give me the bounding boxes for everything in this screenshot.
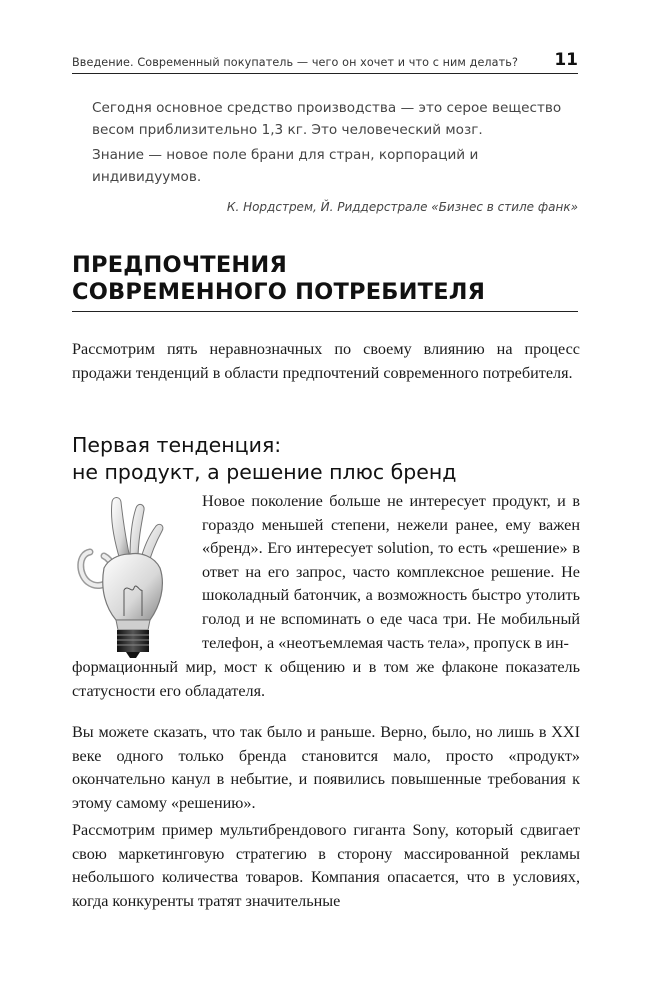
- page-number: 11: [554, 50, 578, 70]
- running-head-text: Введение. Современный покупатель — чего он хочет и что с ним делать?: [72, 56, 518, 69]
- paragraph-1-wrapped: Новое поколение больше не интересует продукт, и в гораздо меньшей степени, нежели ранее, ему важен «бренд». Его интересует solution, то есть «решение» в ответ на его запрос, часто комплексное решение. Не шоколадный батончик, а возможность быстро утолить голод и не вспоминать о еде часа три. Не мобильный телефон, а «неотъемлемая часть тела», пропуск в ин-: [202, 492, 580, 652]
- section-title-line-2: СОВРЕМЕННОГО ПОТРЕБИТЕЛЯ: [72, 279, 486, 305]
- paragraph-3: Рассмотрим пример мультибрендового гиганта Sony, который сдвигает свою маркетинговую стратегию в сторону массированной рекламы небольшого количества товаров. Компания опасается, что в условиях, когда конкуренты тратят значительные: [72, 821, 580, 910]
- section-title-line-1: ПРЕДПОЧТЕНИЯ: [72, 252, 287, 278]
- epigraph-line-1: Сегодня основное средство производства — это серое вещество весом приблизительно 1,3 кг. Это человеческий мозг.: [92, 100, 562, 138]
- paragraph-2: Вы можете сказать, что так было и раньше. Верно, было, но лишь в XXI веке одного только бренда становится мало, просто «продукт» окончательно канул в небытие, и появились повышенные требования к этому самому «решению».: [72, 723, 580, 812]
- section-title: [72, 252, 578, 312]
- paragraph-1-tail: формационный мир, мост к общению и в том же флаконе показатель статусности его обладателя.: [72, 658, 580, 700]
- subsection-title: [72, 432, 578, 486]
- intro-paragraph: Рассмотрим пять неравнозначных по своему влиянию на процесс продажи тенденций в области предпочтений современного потребителя.: [72, 340, 580, 382]
- subsection-title-line-2: не продукт, а решение плюс бренд: [72, 460, 457, 484]
- subsection-title-line-1: Первая тенденция:: [72, 433, 282, 457]
- running-head: [72, 52, 578, 74]
- epigraph-line-2: Знание — новое поле брани для стран, корпораций и индивидуумов.: [92, 147, 479, 185]
- epigraph-source: К. Нордстрем, Й. Риддерстрале «Бизнес в стиле фанк»: [226, 200, 578, 214]
- epigraph: [92, 97, 582, 214]
- lightbulb-ok-hand-icon: [70, 490, 190, 660]
